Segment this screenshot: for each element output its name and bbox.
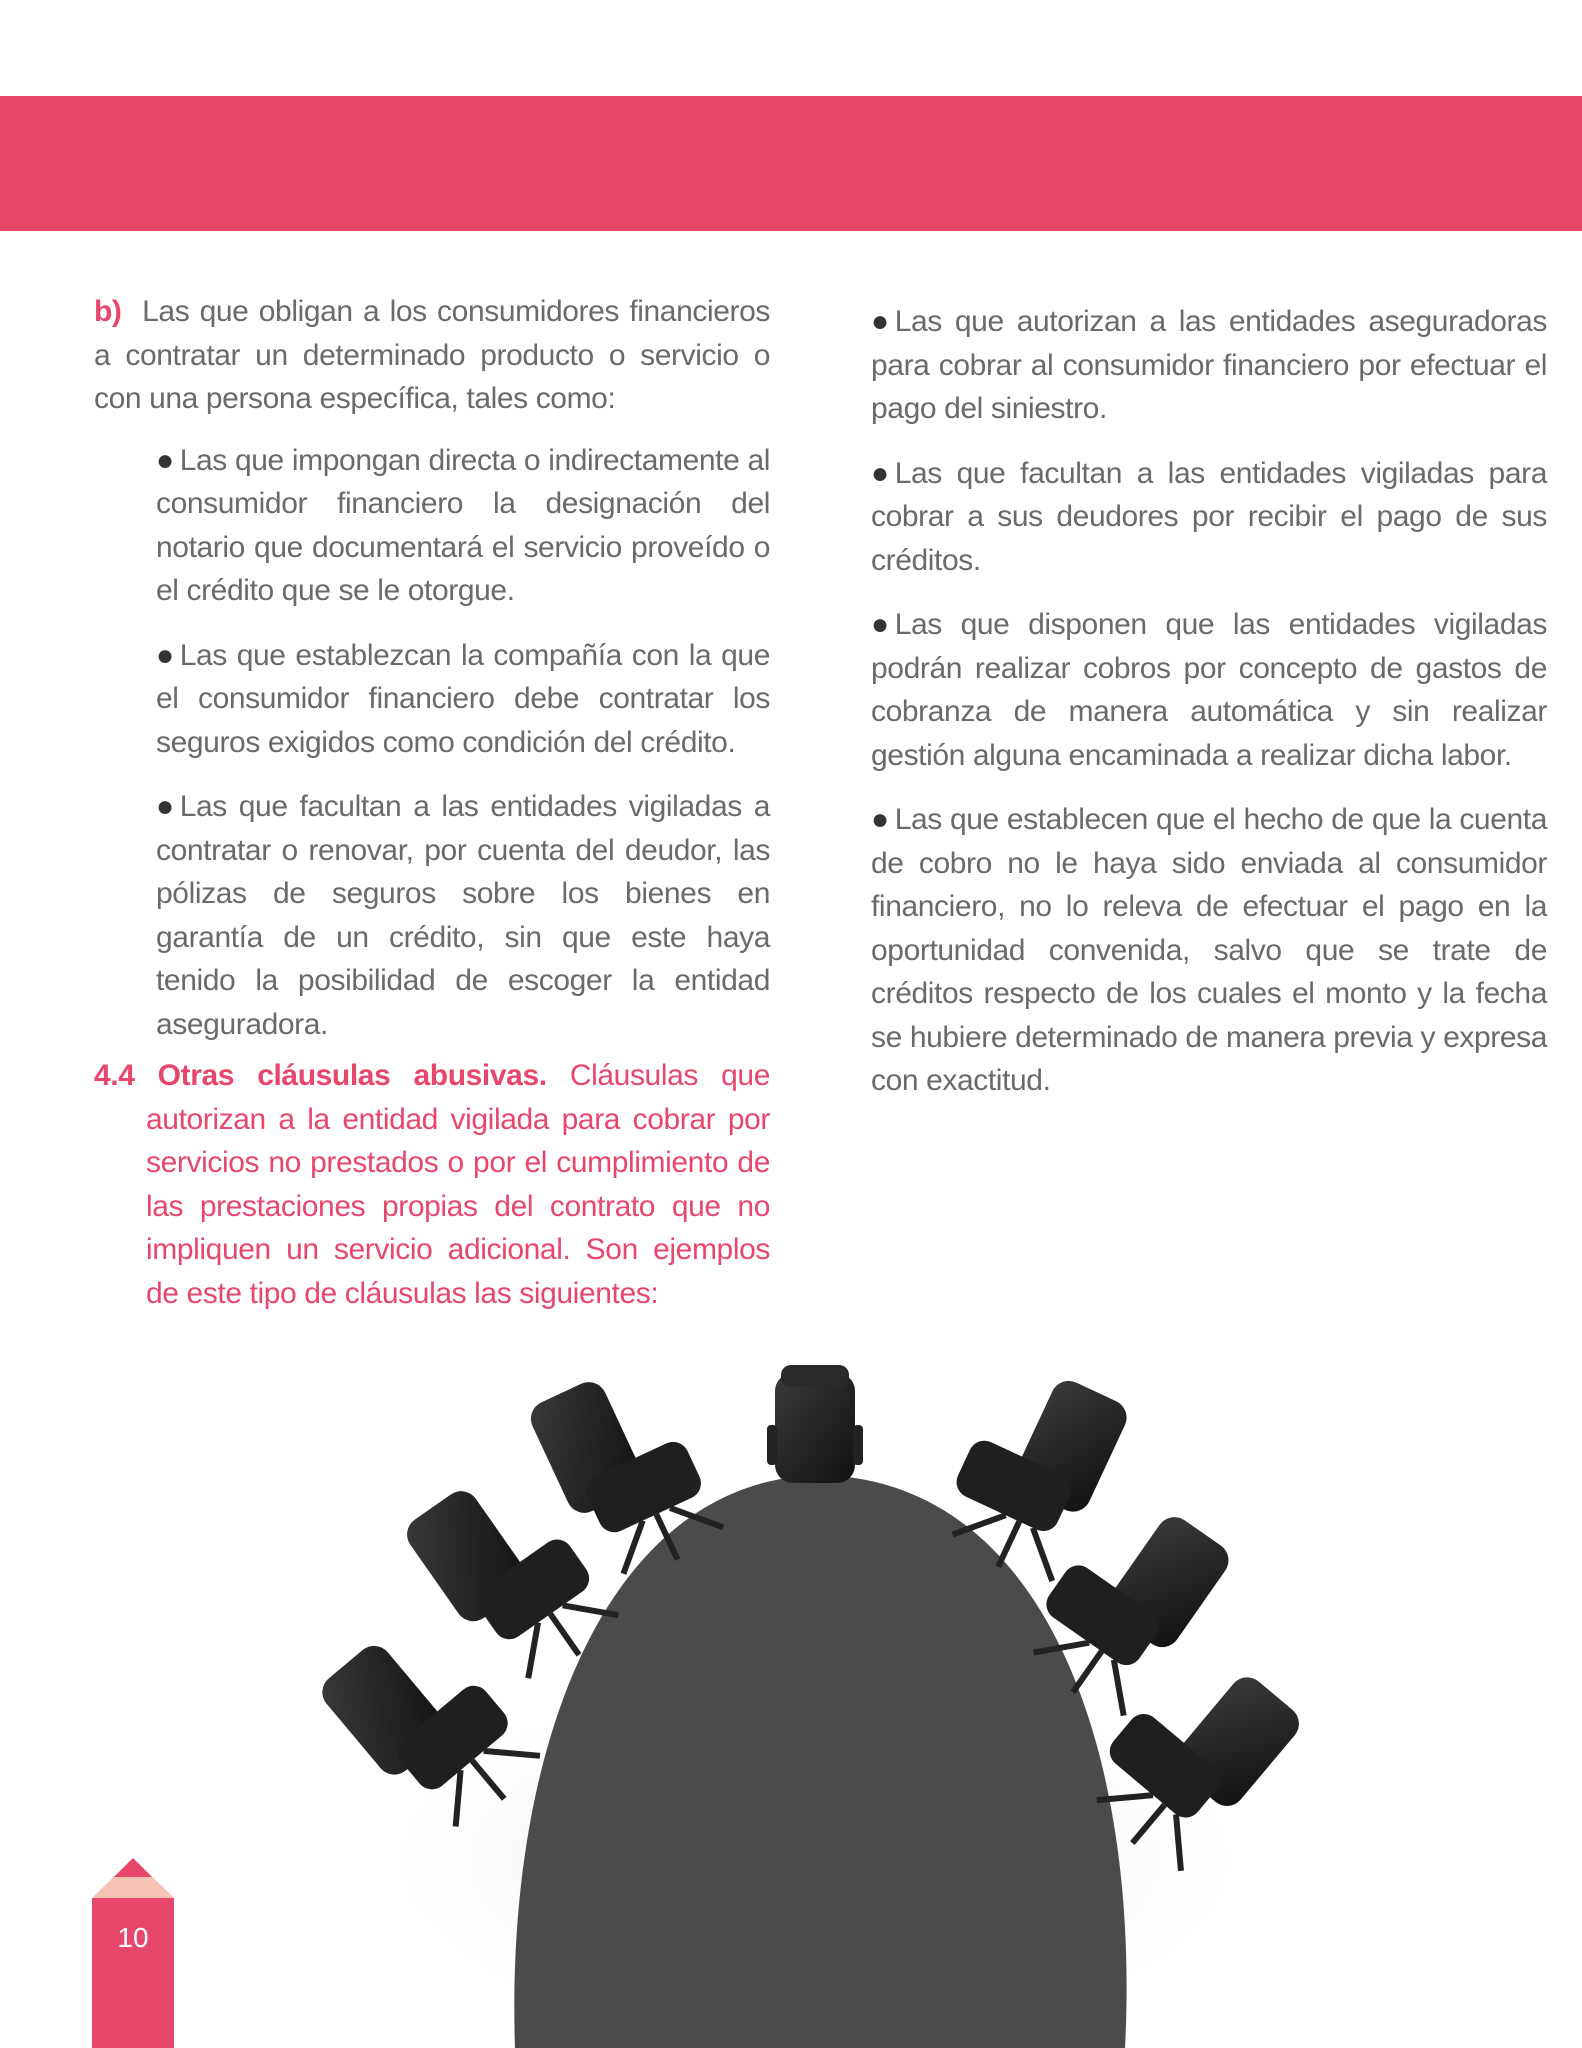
page-number: 10 [117,1922,149,1953]
list-item: ● Las que disponen que las entidades vigiladas podrán realizar cobros por concepto de gastos de cobranza de manera automática y sin realizar gestión alguna encaminada a realizar dicha labor. [871,603,1547,777]
bullet-icon: ● [871,803,889,836]
list-item: ● Las que autorizan a las entidades aseguradoras para cobrar al consumidor financiero por efectuar el pago del siniestro. [871,300,1547,431]
list-item: ● Las que facultan a las entidades vigiladas a contratar o renovar, por cuenta del deudor, las pólizas de seguros sobre los bienes en garantía de un crédito, sin que este haya tenido la posibilidad de escoger la entidad aseguradora. [156,785,770,1046]
intro-text: Las que obligan a los consumidores financieros a contratar un determinado producto o servicio o con una persona específica, tales como: [94,295,770,415]
right-bullet-list [871,300,1547,1103]
chair-icon [767,1365,863,1483]
bullet-icon: ● [871,608,889,641]
section-heading: 4.4 Otras cláusulas abusivas. [94,1059,547,1092]
bullet-icon: ● [871,305,889,338]
list-item: ● Las que facultan a las entidades vigiladas para cobrar a sus deudores por recibir el pago de sus créditos. [871,452,1547,583]
bullet-icon: ● [156,443,174,477]
meeting-table-image [270,1340,1370,2048]
list-item: ● Las que impongan directa o indirectamente al consumidor financiero la designación del notario que documentará el servicio proveído o el crédito que se le otorgue. [156,439,770,613]
intro-paragraph [94,290,770,421]
bullet-icon: ● [156,638,174,672]
section-4-4 [94,1054,770,1315]
left-column [94,290,770,1315]
bullet-icon: ● [156,790,174,823]
list-item: ● Las que establezcan la compañía con la que el consumidor financiero debe contratar los seguros exigidos como condición del crédito. [156,634,770,765]
intro-label: b) [94,295,122,328]
header-band [0,96,1582,231]
bullet-icon: ● [871,456,889,490]
left-bullet-list [156,439,770,1047]
list-item: ● Las que establecen que el hecho de que la cuenta de cobro no le haya sido enviada al consumidor financiero, no lo releva de efectuar el pago en la oportunidad convenida, salvo que se trate de créditos respecto de los cuales el monto y la fecha se hubiere determinado de manera previa y expresa con exactitud. [871,798,1547,1103]
section-text: Cláusulas que autorizan a la entidad vigilada para cobrar por servicios no prestados o por el cumplimiento de las prestaciones propias del contrato que no impliquen un servicio adicional. Son ejemplos de este tipo de cláusulas las siguientes: [146,1059,770,1310]
right-column [871,300,1547,1124]
